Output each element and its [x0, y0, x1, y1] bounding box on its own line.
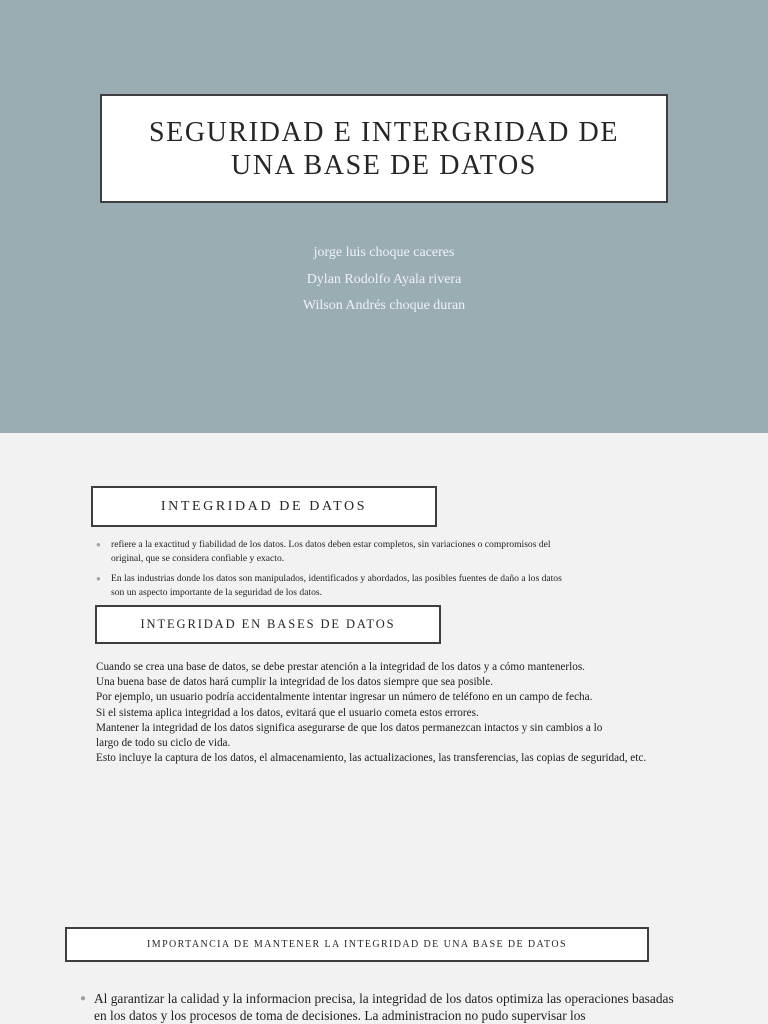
paragraph-line: Por ejemplo, un usuario podría accidentalmente intentar ingresar un número de teléfono en un campo de fecha. — [96, 691, 593, 704]
bullet-icon: ● — [80, 993, 87, 1004]
list-item-text: refiere a la exactitud y fiabilidad de los datos. Los datos deben estar completos, sin variaciones o compromisos del original, que se considera confiable y exacto. — [111, 539, 551, 564]
section-heading-integridad-datos — [91, 486, 437, 527]
importancia-bullet-list — [80, 990, 680, 1024]
section-heading-integridad-bases — [95, 605, 441, 644]
paragraph-line: largo de todo su ciclo de vida. — [96, 737, 231, 750]
paragraph-line: Una buena base de datos hará cumplir la integridad de los datos siempre que sea posible. — [96, 676, 494, 689]
section-heading-label: INTEGRIDAD DE DATOS — [160, 498, 368, 514]
author-name: jorge luis choque caceres — [313, 245, 455, 260]
list-item — [96, 538, 566, 566]
section-heading-importancia — [65, 927, 649, 962]
author-list — [0, 240, 768, 320]
title-slide — [0, 0, 768, 433]
paragraph-line: Esto incluye la captura de los datos, el almacenamiento, las actualizaciones, las transferencias, las copias de seguridad, etc. — [96, 752, 647, 765]
paragraph-line: Si el sistema aplica integridad a los datos, evitará que el usuario cometa estos errores. — [96, 706, 479, 719]
content-slide — [0, 433, 768, 1024]
title-box — [100, 94, 668, 203]
integridad-bullet-list — [96, 538, 566, 606]
list-item-text: Al garantizar la calidad y la informacion precisa, la integridad de los datos optimiza las operaciones basadas en los datos y los procesos de toma de decisiones. La administracion no pudo supervisar los — [94, 991, 674, 1023]
author-name: Wilson Andrés choque duran — [302, 298, 466, 313]
list-item — [96, 572, 566, 600]
section-heading-label: INTEGRIDAD EN BASES DE DATOS — [140, 617, 396, 631]
list-item-text: En las industrias donde los datos son manipulados, identificados y abordados, las posibles fuentes de daño a los datos son un aspecto importante de la seguridad de los datos. — [111, 573, 562, 598]
author-name: Dylan Rodolfo Ayala rivera — [306, 271, 462, 287]
presentation-title: SEGURIDAD E INTERGRIDAD DE UNA BASE DE DATOS — [148, 116, 620, 181]
body-paragraph — [96, 660, 746, 766]
paragraph-line: Mantener la integridad de los datos significa asegurarse de que los datos permanezcan intactos y sin cambios a lo — [96, 721, 603, 734]
bullet-icon: ● — [96, 540, 101, 549]
list-item — [80, 990, 680, 1024]
section-heading-label: IMPORTANCIA DE MANTENER LA INTEGRIDAD DE UNA BASE DE DATOS — [147, 939, 567, 950]
paragraph-line: Cuando se crea una base de datos, se debe prestar atención a la integridad de los datos y a cómo mantenerlos. — [96, 661, 585, 673]
bullet-icon: ● — [96, 574, 101, 583]
